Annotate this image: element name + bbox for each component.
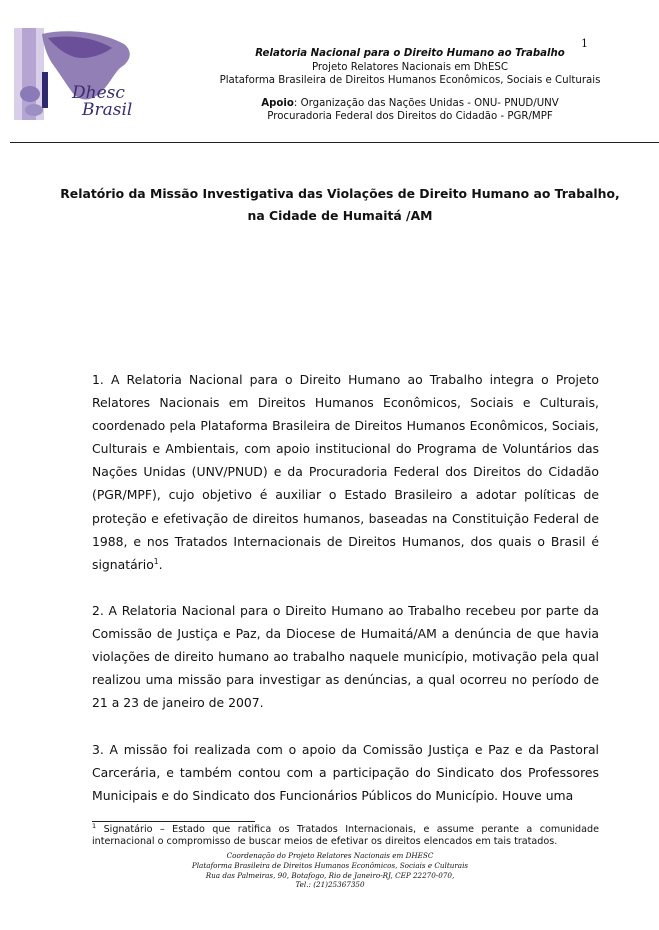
footnote-1 (92, 821, 599, 848)
paragraph-3: 3. A missão foi realizada com o apoio da Comissão Justiça e Paz e da Pastoral Carcerária, e também contou com a participação do Sindicato dos Professores Municipais e do Sindicato dos Funcionários Públicos do Município. Houve uma (92, 742, 599, 804)
page-footer (180, 851, 480, 890)
support-text: : Organização das Nações Unidas - ONU- PNUD/UNV (293, 98, 559, 109)
paragraph-2: 2. A Relatoria Nacional para o Direito Humano ao Trabalho recebeu por parte da Comissão de Justiça e Paz, da Diocese de Humaitá/AM a denúncia de que havia violações de direito humano ao trabalho naquele município, motivação pela qual realizou uma missão para investigar as denúncias, a qual ocorreu no período de 21 a 23 de janeiro de 2007. (92, 603, 599, 711)
paragraph-1 (92, 368, 599, 576)
footer-line-1: Coordenação do Projeto Relatores Nacionais em DHESC (226, 851, 434, 860)
paragraph-1-end: . (158, 556, 163, 572)
header-subtitle-2: Plataforma Brasileira de Direitos Humanos Econômicos, Sociais e Culturais (219, 75, 601, 86)
footnote-divider (92, 821, 255, 822)
document-title-line-2: na Cidade de Humaitá /AM (247, 208, 433, 223)
page-number: 1 (581, 37, 588, 50)
document-title-line-1: Relatório da Missão Investigativa das Violações de Direito Humano ao Trabalho, (60, 186, 620, 201)
footer-line-3: Rua das Palmeiras, 90, Botafogo, Rio de Janeiro-RJ, CEP 22270-070, (205, 870, 455, 880)
document-title (60, 183, 620, 227)
footnote-ref-1[interactable]: 1 (153, 556, 159, 566)
header-subtitle-1: Projeto Relatores Nacionais em DhESC (311, 62, 509, 73)
dhesc-brasil-logo (12, 28, 168, 120)
logo-text-dhesc: Dhesc (72, 83, 125, 103)
support-label: Apoio (261, 98, 294, 109)
logo-text-brasil: Brasil (82, 100, 133, 120)
header-support (200, 97, 620, 110)
footer-line-4: Tel.: (21)25367350 (295, 880, 365, 890)
header-divider (10, 142, 659, 143)
footnote-text: Signatário – Estado que ratifica os Tratados Internacionais, e assume perante a comunidade internacional o compromisso de buscar meios de efetivar os direitos elencados em tais tratados. (92, 824, 599, 847)
footer-line-2: Plataforma Brasileira de Direitos Humanos Econômicos, Sociais e Culturais (191, 860, 469, 870)
paragraph-1-text: 1. A Relatoria Nacional para o Direito Humano ao Trabalho integra o Projeto Relatores Nacionais em Direitos Humanos Econômicos, Sociais e Culturais, coordenado pela Plataforma Brasileira de Direitos Humanos Econômicos, Sociais, Culturais e Ambientais, com apoio institucional do Programa de Voluntários das Nações Unidas (UNV/PNUD) e da Procuradoria Federal dos Direitos do Cidadão (PGR/MPF), cujo objetivo é auxiliar o Estado Brasileiro a adotar políticas de proteção e efetivação de direitos humanos, baseadas na Constituição Federal de 1988, e nos Tratados Internacionais de Direitos Humanos, dos quais o Brasil é signatário (92, 372, 599, 572)
footnote-marker: 1 (92, 821, 97, 830)
header-title: Relatoria Nacional para o Direito Humano ao Trabalho (255, 48, 565, 59)
header-support-line-2: Procuradoria Federal dos Direitos do Cidadão - PGR/MPF (267, 111, 553, 122)
